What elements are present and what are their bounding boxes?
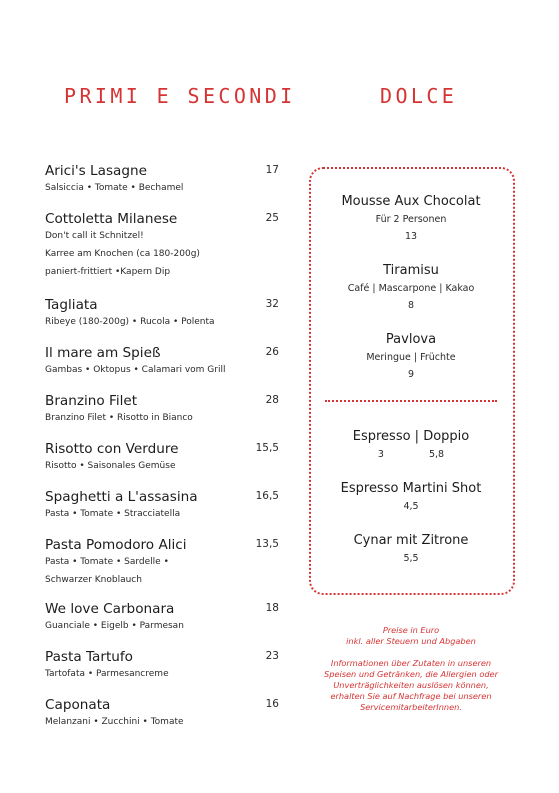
drink-item [311, 533, 511, 566]
tax-note: inkl. aller Steuern und Abgaben [346, 636, 476, 646]
dish-description: Tartofata • Parmesancreme [45, 669, 169, 679]
dish-description: Don't call it Schnitzel! [45, 231, 144, 241]
dish-name: Cottoletta Milanese [45, 211, 178, 227]
dish-name: We love Carbonara [45, 601, 175, 617]
dish-price: 28 [265, 394, 279, 406]
dish-name: Risotto con Verdure [45, 441, 179, 457]
dessert-item [311, 194, 511, 244]
drink-price: 3 [377, 449, 384, 460]
dish-name: Arici's Lasagne [45, 163, 147, 179]
dish-price: 15,5 [255, 442, 279, 454]
dish-price: 23 [265, 650, 279, 662]
dessert-price: 8 [407, 300, 415, 311]
dish-price: 16,5 [255, 490, 279, 502]
drink-name: Espresso | Doppio [352, 429, 470, 444]
dish-description: Melanzani • Zucchini • Tomate [45, 717, 184, 727]
price-note: Preise in Euro [382, 625, 440, 635]
dessert-name: Pavlova [385, 332, 437, 347]
dish-item [45, 345, 280, 393]
dish-name: Pasta Tartufo [45, 649, 133, 665]
dish-name: Caponata [45, 697, 111, 713]
drink-name: Espresso Martini Shot [340, 481, 482, 496]
dessert-description: Café | Mascarpone | Kakao [347, 283, 475, 294]
dish-name: Il mare am Spieß [45, 345, 161, 361]
dish-description: Salsiccia • Tomate • Bechamel [45, 183, 184, 193]
dessert-item [311, 263, 511, 313]
dessert-price: 13 [404, 231, 418, 242]
dessert-description: Meringue | Früchte [366, 352, 456, 363]
dish-item [45, 441, 280, 489]
dish-description: Gambas • Oktopus • Calamari vom Grill [45, 365, 226, 375]
dish-name: Pasta Pomodoro Alici [45, 537, 187, 553]
dish-item [45, 601, 280, 649]
dish-item [45, 163, 280, 211]
dish-description: Schwarzer Knoblauch [45, 575, 142, 585]
dish-price: 17 [265, 164, 279, 176]
dish-description: Pasta • Tomate • Stracciatella [45, 509, 181, 519]
dish-price: 13,5 [255, 538, 279, 550]
dish-item [45, 489, 280, 537]
dish-name: Tagliata [45, 297, 98, 313]
dish-description: Branzino Filet • Risotto in Bianco [45, 413, 193, 423]
allergy-note: Informationen über Zutaten in unseren Speisen und Getränken, die Allergien oder Unverträglichkeiten auslösen können, erhalten Sie auf Nachfrage bei unseren ServicemitarbeiterInnen. [324, 658, 498, 712]
drink-item [311, 429, 511, 462]
dish-item [45, 211, 280, 297]
dish-price: 26 [265, 346, 279, 358]
drink-price: 5,5 [403, 553, 419, 564]
dessert-item [311, 332, 511, 382]
dessert-description: Für 2 Personen [375, 214, 447, 225]
section-title-primi-e-secondi: PRIMI E SECONDI [64, 84, 296, 108]
main-dishes-list [45, 163, 280, 737]
drink-price: 5,8 [428, 449, 445, 460]
drink-item [311, 481, 511, 514]
dish-description: Risotto • Saisonales Gemüse [45, 461, 176, 471]
drink-prices [311, 448, 511, 462]
dish-price: 25 [265, 212, 279, 224]
dessert-name: Mousse Aux Chocolat [341, 194, 481, 209]
dish-item [45, 393, 280, 441]
dessert-price: 9 [407, 369, 415, 380]
dish-price: 32 [265, 298, 279, 310]
dish-name: Spaghetti a L'assasina [45, 489, 198, 505]
dish-item [45, 537, 280, 601]
dish-price: 18 [265, 602, 279, 614]
dotted-divider [325, 400, 497, 402]
drink-price: 4,5 [403, 501, 419, 512]
section-title-dolce: DOLCE [380, 84, 458, 108]
dessert-name: Tiramisu [383, 263, 439, 278]
dish-name: Branzino Filet [45, 393, 138, 409]
dish-description: Pasta • Tomate • Sardelle • [45, 557, 169, 567]
drink-name: Cynar mit Zitrone [353, 533, 469, 548]
dish-item [45, 697, 280, 737]
dish-item [45, 649, 280, 697]
dish-description: Ribeye (180-200g) • Rucola • Polenta [45, 317, 215, 327]
dish-price: 16 [265, 698, 279, 710]
dish-description: Guanciale • Eigelb • Parmesan [45, 621, 184, 631]
dish-item [45, 297, 280, 345]
price-and-allergy-notes [318, 625, 504, 713]
dish-description: paniert-frittiert •Kapern Dip [45, 267, 171, 277]
dish-description: Karree am Knochen (ca 180-200g) [45, 249, 200, 259]
